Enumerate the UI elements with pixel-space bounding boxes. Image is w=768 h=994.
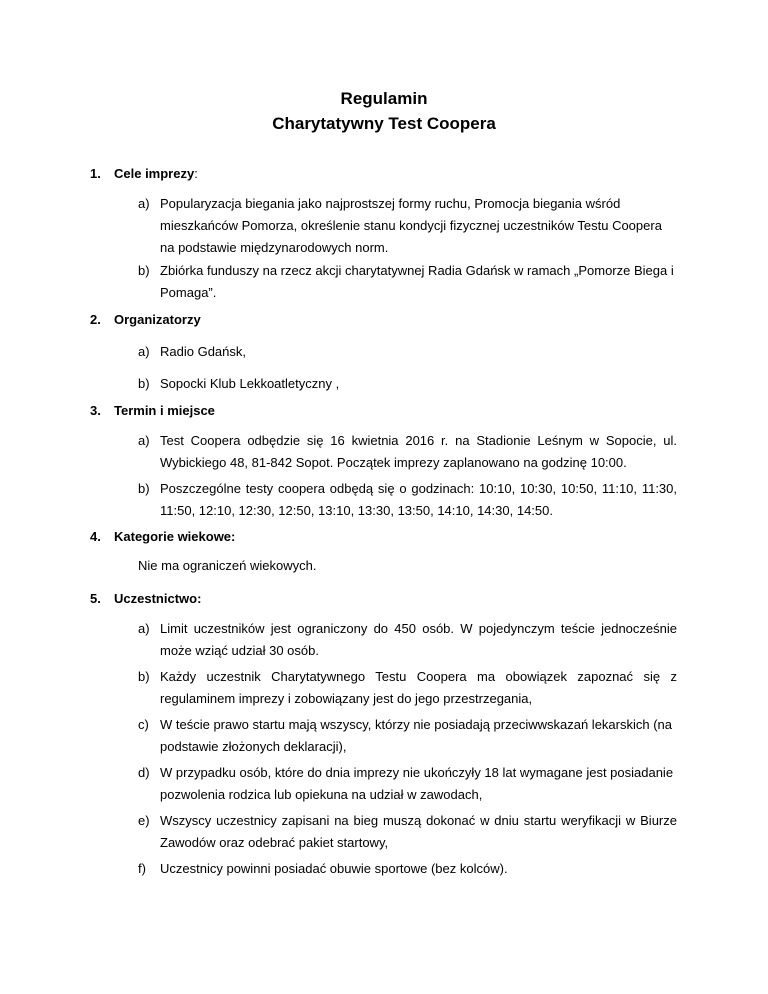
list-item-text: Uczestnicy powinni posiadać obuwie sportowe (bez kolców). [160, 861, 508, 876]
list-item-text: Sopocki Klub Lekkoatletyczny , [160, 376, 340, 391]
list-item-letter: a) [138, 433, 150, 448]
section-body-text: Nie ma ograniczeń wiekowych. [138, 558, 317, 573]
section-heading [114, 165, 198, 183]
section-heading-text: Termin i miejsce [114, 403, 215, 418]
list-item-letter: e) [138, 813, 150, 828]
section-heading [114, 528, 235, 546]
list-item-letter: b) [138, 263, 150, 278]
document-title: Regulamin [340, 89, 428, 108]
list-item-letter: b) [138, 669, 150, 684]
section-number: 5. [90, 591, 101, 606]
list-item-text: Radio Gdańsk, [160, 344, 246, 359]
list-item-letter: d) [138, 765, 150, 780]
section-heading-text: Uczestnictwo: [114, 591, 202, 606]
section-heading-text: Kategorie wiekowe: [114, 529, 236, 544]
list-item-text: Każdy uczestnik Charytatywnego Testu Coopera ma obowiązek zapoznać się z regulaminem imprezy i zobowiązany jest do jego przestrzegania, [160, 669, 677, 706]
list-item-text: Wszyscy uczestnicy zapisani na bieg muszą dokonać w dniu startu weryfikacji w Biurze Zawodów oraz odebrać pakiet startowy, [160, 813, 677, 850]
list-item-text: W przypadku osób, które do dnia imprezy nie ukończyły 18 lat wymagane jest posiadanie pozwolenia rodzica lub opiekuna na udział w zawodach, [160, 765, 674, 802]
list-item-text: Popularyzacja biegania jako najprostszej formy ruchu, Promocja biegania wśród mieszkańców Pomorza, określenie stanu kondycji fizycznej uczestników Testu Coopera na podstawie międzynarodowych norm. [160, 196, 662, 255]
list-item-letter: b) [138, 481, 150, 496]
section-heading [114, 311, 201, 329]
list-item-text: W teście prawo startu mają wszyscy, którzy nie posiadają przeciwwskazań lekarskich (na podstawie złożonych deklaracji), [160, 717, 672, 754]
list-item-letter: f) [138, 861, 146, 876]
section-heading-text: Cele imprezy [114, 166, 195, 181]
list-item-text: Poszczególne testy coopera odbędą się o godzinach: 10:10, 10:30, 10:50, 11:10, 11:30, 11:50, 12:10, 12:30, 12:50, 13:10, 13:30, 13:50, 14:10, 14:30, 14:50. [160, 481, 677, 518]
list-item-letter: c) [138, 717, 149, 732]
section-heading-suffix: : [194, 166, 198, 181]
list-item-letter: a) [138, 196, 150, 211]
document-subtitle: Charytatywny Test Coopera [272, 114, 496, 133]
section-number: 1. [90, 166, 101, 181]
list-item-letter: a) [138, 344, 150, 359]
list-item-letter: b) [138, 376, 150, 391]
section-heading [114, 402, 215, 420]
section-number: 3. [90, 403, 101, 418]
list-item-text: Limit uczestników jest ograniczony do 450 osób. W pojedynczym teście jednocześnie może wziąć udział 30 osób. [160, 621, 677, 658]
list-item-text: Test Coopera odbędzie się 16 kwietnia 2016 r. na Stadionie Leśnym w Sopocie, ul. Wybickiego 48, 81-842 Sopot. Początek imprezy zaplanowano na godzinę 10:00. [160, 433, 677, 470]
section-number: 4. [90, 529, 101, 544]
section-number: 2. [90, 312, 101, 327]
list-item-text: Zbiórka funduszy na rzecz akcji charytatywnej Radia Gdańsk w ramach „Pomorze Biega i Pomaga”. [160, 263, 674, 300]
section-heading [114, 590, 201, 608]
section-heading-text: Organizatorzy [114, 312, 201, 327]
list-item-letter: a) [138, 621, 150, 636]
